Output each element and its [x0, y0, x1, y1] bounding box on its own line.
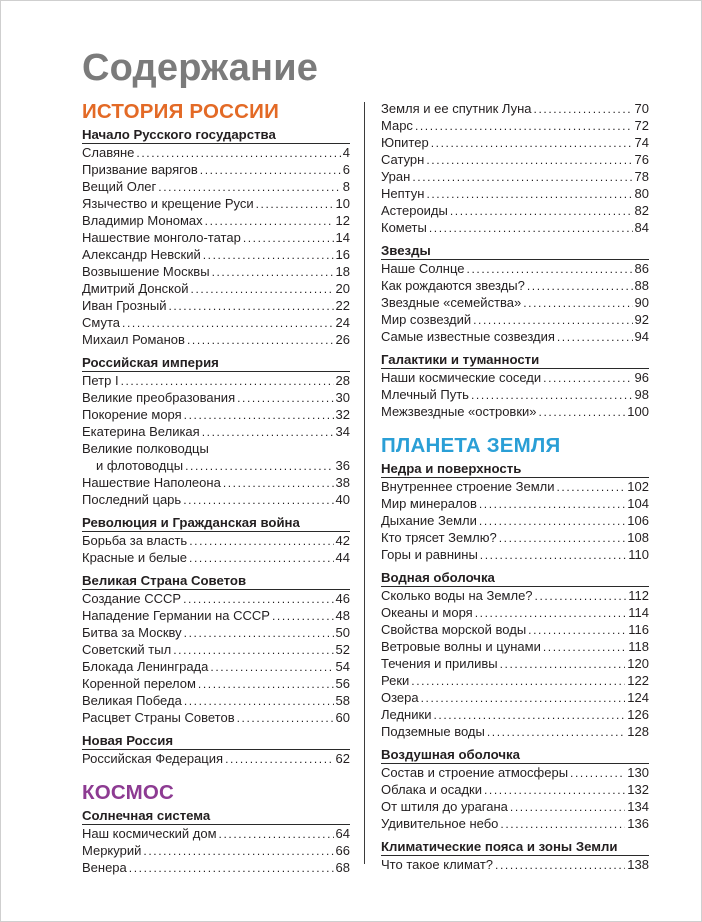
toc-leader-dots — [189, 533, 333, 549]
toc-leader-dots — [256, 196, 334, 212]
toc-leader-dots — [169, 298, 334, 314]
toc-page-number: 98 — [634, 387, 649, 402]
toc-page-number: 50 — [335, 625, 350, 640]
toc-page-number: 110 — [628, 547, 649, 562]
toc-leader-dots — [534, 101, 633, 117]
toc-subsection-title: Солнечная система — [82, 807, 350, 825]
toc-page-number: 6 — [342, 162, 350, 177]
toc-page-number: 66 — [335, 843, 350, 858]
toc-entry — [381, 478, 649, 495]
toc-leader-dots — [203, 247, 334, 263]
toc-entry-title: Советский тыл — [82, 642, 172, 657]
toc-page-number: 114 — [628, 605, 649, 620]
toc-right-column — [381, 100, 649, 873]
toc-entry — [82, 590, 350, 607]
toc-leader-dots — [237, 390, 333, 406]
toc-entry-title: Сколько воды на Земле? — [381, 588, 533, 603]
toc-entry — [381, 260, 649, 277]
toc-page-number: 138 — [627, 857, 649, 872]
toc-page-number: 52 — [335, 642, 350, 657]
page-title: Содержание — [82, 47, 319, 89]
toc-leader-dots — [184, 693, 334, 709]
toc-entry — [82, 331, 350, 348]
toc-page-number: 130 — [627, 765, 649, 780]
toc-leader-dots — [487, 724, 625, 740]
toc-entry-title: Иван Грозный — [82, 298, 167, 313]
toc-page-number: 74 — [634, 135, 649, 150]
toc-entry-title: Борьба за власть — [82, 533, 188, 548]
toc-leader-dots — [272, 608, 334, 624]
toc-page-number: 54 — [335, 659, 350, 674]
toc-page-number: 64 — [335, 826, 350, 841]
toc-leader-dots — [210, 659, 333, 675]
toc-entry — [82, 144, 350, 161]
toc-entry-title: Ветровые волны и цунами — [381, 639, 541, 654]
toc-entry-title: Сатурн — [381, 152, 425, 167]
toc-entry — [381, 185, 649, 202]
toc-page-number: 120 — [627, 656, 649, 671]
toc-page-number: 126 — [627, 707, 649, 722]
toc-entry — [381, 529, 649, 546]
toc-entry-title: Петр I — [82, 373, 119, 388]
toc-leader-dots — [158, 179, 341, 195]
toc-entry-title: Покорение моря — [82, 407, 182, 422]
toc-page-number: 22 — [335, 298, 350, 313]
toc-leader-dots — [122, 315, 334, 331]
toc-entry-title: Возвышение Москвы — [82, 264, 210, 279]
toc-entry — [381, 168, 649, 185]
toc-entry-title: Александр Невский — [82, 247, 201, 262]
toc-leader-dots — [225, 751, 333, 767]
toc-page-number: 10 — [335, 196, 350, 211]
toc-leader-dots — [243, 230, 334, 246]
toc-entry — [381, 117, 649, 134]
toc-entry-title: Ледники — [381, 707, 432, 722]
toc-entry-title: Свойства морской воды — [381, 622, 527, 637]
toc-page-number: 84 — [634, 220, 649, 235]
toc-entry — [82, 750, 350, 767]
toc-subsection-title: Великая Страна Советов — [82, 572, 350, 590]
toc-entry-title: Звездные «семейства» — [381, 295, 522, 310]
toc-leader-dots — [202, 424, 334, 440]
toc-entry-title: Дыхание Земли — [381, 513, 477, 528]
toc-entry — [381, 495, 649, 512]
toc-entry-title: Астероиды — [381, 203, 448, 218]
toc-leader-dots — [198, 676, 334, 692]
toc-entry — [82, 246, 350, 263]
toc-entry — [82, 229, 350, 246]
toc-page-number: 128 — [627, 724, 649, 739]
toc-page-number: 86 — [634, 261, 649, 276]
toc-entry — [381, 815, 649, 832]
toc-entry — [82, 491, 350, 508]
toc-leader-dots — [183, 492, 333, 508]
toc-entry-title: Нашествие Наполеона — [82, 475, 221, 490]
toc-page-number: 4 — [342, 145, 350, 160]
toc-leader-dots — [473, 312, 632, 328]
toc-entry-title: Нептун — [381, 186, 425, 201]
toc-leader-dots — [479, 496, 625, 512]
toc-entry-title: Призвание варягов — [82, 162, 198, 177]
toc-entry-title: Вещий Олег — [82, 179, 157, 194]
toc-entry — [381, 798, 649, 815]
toc-entry — [82, 406, 350, 423]
toc-leader-dots — [484, 782, 625, 798]
toc-entry — [381, 655, 649, 672]
toc-entry-title: Мир созвездий — [381, 312, 472, 327]
toc-entry-title: Млечный Путь — [381, 387, 469, 402]
toc-leader-dots — [189, 550, 334, 566]
toc-entry-title: Озера — [381, 690, 419, 705]
toc-subsection-title: Галактики и туманности — [381, 351, 649, 369]
toc-entry-title: Как рождаются звезды? — [381, 278, 525, 293]
toc-leader-dots — [411, 673, 625, 689]
toc-entry — [381, 672, 649, 689]
toc-leader-dots — [421, 690, 626, 706]
toc-entry-title: и флотоводцы — [96, 458, 184, 473]
toc-entry-title: Реки — [381, 673, 410, 688]
toc-subsection-title: Водная оболочка — [381, 569, 649, 587]
toc-page-number: 134 — [627, 799, 649, 814]
toc-entry-title: Последний царь — [82, 492, 182, 507]
toc-leader-dots — [129, 860, 334, 876]
column-divider — [364, 102, 365, 864]
toc-page-number: 68 — [335, 860, 350, 875]
toc-leader-dots — [535, 588, 627, 604]
toc-entry-title: Создание СССР — [82, 591, 182, 606]
toc-entry-title: Великие преобразования — [82, 390, 236, 405]
toc-subsection-title: Новая Россия — [82, 732, 350, 750]
toc-entry-title: Что такое климат? — [381, 857, 494, 872]
toc-entry — [381, 277, 649, 294]
toc-entry-title: Межзвездные «островки» — [381, 404, 537, 419]
toc-leader-dots — [471, 387, 633, 403]
toc-entry-title: Океаны и моря — [381, 605, 473, 620]
toc-leader-dots — [136, 145, 340, 161]
toc-leader-dots — [557, 479, 626, 495]
toc-entry-line: Великие полководцы — [82, 441, 209, 456]
toc-leader-dots — [510, 799, 625, 815]
toc-page-number: 94 — [634, 329, 649, 344]
toc-entry — [82, 607, 350, 624]
toc-entry — [381, 219, 649, 236]
toc-entry-title: Славяне — [82, 145, 135, 160]
toc-leader-dots — [500, 656, 626, 672]
toc-page-number: 62 — [335, 751, 350, 766]
toc-page-number: 30 — [335, 390, 350, 405]
toc-page-number: 36 — [335, 458, 350, 473]
toc-entry — [82, 161, 350, 178]
toc-entry — [381, 706, 649, 723]
section-title-earth: ПЛАНЕТА ЗЕМЛЯ — [381, 434, 561, 457]
toc-entry — [82, 423, 350, 440]
toc-page-number: 8 — [342, 179, 350, 194]
toc-leader-dots — [219, 826, 334, 842]
toc-page-number: 76 — [634, 152, 649, 167]
toc-page-number: 34 — [335, 424, 350, 439]
toc-leader-dots — [543, 370, 632, 386]
toc-page-number: 100 — [627, 404, 649, 419]
toc-entry-title: Кто трясет Землю? — [381, 530, 497, 545]
toc-entry-title: Земля и ее спутник Луна — [381, 101, 532, 116]
toc-entry-title: От штиля до урагана — [381, 799, 508, 814]
toc-page-number: 136 — [627, 816, 649, 831]
toc-leader-dots — [173, 642, 333, 658]
toc-page-number: 72 — [634, 118, 649, 133]
toc-leader-dots — [429, 220, 633, 236]
toc-leader-dots — [426, 152, 632, 168]
toc-entry — [82, 532, 350, 549]
toc-entry-title: Самые известные созвездия — [381, 329, 555, 344]
toc-entry — [381, 604, 649, 621]
toc-entry — [82, 641, 350, 658]
toc-leader-dots — [431, 135, 633, 151]
toc-page-number: 118 — [628, 639, 649, 654]
toc-page-number: 104 — [627, 496, 649, 511]
toc-entry-title: Марс — [381, 118, 413, 133]
toc-page-number: 48 — [335, 608, 350, 623]
toc-leader-dots — [543, 639, 626, 655]
toc-leader-dots — [184, 625, 334, 641]
toc-entry — [381, 781, 649, 798]
toc-page-number: 28 — [335, 373, 350, 388]
toc-entry-title: Кометы — [381, 220, 427, 235]
toc-page-number: 46 — [335, 591, 350, 606]
toc-entry-title: Расцвет Страны Советов — [82, 710, 235, 725]
toc-entry-title: Наше Солнце — [381, 261, 465, 276]
toc-entry-title: Смута — [82, 315, 121, 330]
toc-entry-title: Нашествие монголо-татар — [82, 230, 241, 245]
toc-entry — [82, 709, 350, 726]
toc-subsection-title: Воздушная оболочка — [381, 746, 649, 764]
toc-entry — [82, 692, 350, 709]
toc-leader-dots — [467, 261, 633, 277]
toc-entry — [381, 134, 649, 151]
toc-entry-title: Владимир Мономах — [82, 213, 203, 228]
toc-page-number: 96 — [634, 370, 649, 385]
toc-entry — [82, 297, 350, 314]
toc-entry — [82, 178, 350, 195]
toc-leader-dots — [433, 707, 625, 723]
toc-leader-dots — [523, 295, 632, 311]
toc-leader-dots — [475, 605, 627, 621]
toc-entry-title: Наши космические соседи — [381, 370, 542, 385]
toc-leader-dots — [527, 278, 633, 294]
toc-entry — [82, 372, 350, 389]
toc-entry — [381, 294, 649, 311]
toc-leader-dots — [143, 843, 333, 859]
toc-page-number: 26 — [335, 332, 350, 347]
toc-page-number: 56 — [335, 676, 350, 691]
toc-entry — [82, 280, 350, 297]
toc-entry-title: Горы и равнины — [381, 547, 478, 562]
toc-entry — [381, 621, 649, 638]
toc-entry-title: Течения и приливы — [381, 656, 498, 671]
toc-leader-dots — [187, 332, 334, 348]
toc-leader-dots — [495, 857, 625, 873]
toc-leader-dots — [415, 118, 633, 134]
toc-entry-title: Коренной перелом — [82, 676, 196, 691]
toc-page-number: 44 — [335, 550, 350, 565]
toc-page-number: 88 — [634, 278, 649, 293]
toc-entry — [82, 549, 350, 566]
toc-leader-dots — [412, 169, 632, 185]
toc-subsection-title: Звезды — [381, 242, 649, 260]
toc-entry — [381, 311, 649, 328]
toc-entry-title: Состав и строение атмосферы — [381, 765, 569, 780]
toc-page-number: 40 — [335, 492, 350, 507]
toc-page-number: 90 — [634, 295, 649, 310]
toc-page-number: 92 — [634, 312, 649, 327]
toc-page-number: 108 — [627, 530, 649, 545]
toc-entry — [82, 675, 350, 692]
toc-entry-title: Облака и осадки — [381, 782, 482, 797]
toc-entry-title: Екатерина Великая — [82, 424, 200, 439]
toc-entry-title: Битва за Москву — [82, 625, 182, 640]
toc-page-number: 58 — [335, 693, 350, 708]
toc-subsection-title: Начало Русского государства — [82, 126, 350, 144]
toc-subsection-title: Недра и поверхность — [381, 460, 649, 478]
toc-leader-dots — [212, 264, 334, 280]
toc-leader-dots — [223, 475, 334, 491]
toc-entry-title: Нападение Германии на СССР — [82, 608, 270, 623]
toc-entry-title: Великая Победа — [82, 693, 182, 708]
toc-entry — [82, 859, 350, 876]
toc-leader-dots — [479, 513, 625, 529]
toc-entry-title: Внутреннее строение Земли — [381, 479, 555, 494]
toc-page-number: 12 — [335, 213, 350, 228]
toc-entry-title: Дмитрий Донской — [82, 281, 189, 296]
toc-entry — [381, 764, 649, 781]
toc-page-number: 16 — [335, 247, 350, 262]
toc-entry — [82, 624, 350, 641]
toc-page-number: 38 — [335, 475, 350, 490]
toc-entry — [82, 842, 350, 859]
toc-page-number: 102 — [627, 479, 649, 494]
toc-leader-dots — [450, 203, 633, 219]
toc-entry-title: Венера — [82, 860, 127, 875]
toc-leader-dots — [557, 329, 633, 345]
toc-page-number: 70 — [634, 101, 649, 116]
toc-leader-dots — [200, 162, 341, 178]
section-title-history: ИСТОРИЯ РОССИИ — [82, 100, 280, 123]
toc-entry — [381, 587, 649, 604]
toc-entry-title: Подземные воды — [381, 724, 485, 739]
toc-entry — [381, 100, 649, 117]
toc-entry — [82, 314, 350, 331]
toc-page-number: 18 — [335, 264, 350, 279]
toc-leader-dots — [237, 710, 334, 726]
toc-entry — [381, 369, 649, 386]
toc-entry-title: Уран — [381, 169, 411, 184]
toc-entry-title: Мир минералов — [381, 496, 477, 511]
toc-entry-title: Красные и белые — [82, 550, 188, 565]
toc-page-number: 106 — [627, 513, 649, 528]
toc-subsection-title: Революция и Гражданская война — [82, 514, 350, 532]
toc-leader-dots — [205, 213, 334, 229]
toc-page-number: 78 — [634, 169, 649, 184]
toc-page-number: 32 — [335, 407, 350, 422]
toc-entry-title: Удивительное небо — [381, 816, 499, 831]
toc-entry — [82, 474, 350, 491]
toc-entry — [381, 638, 649, 655]
toc-leader-dots — [183, 591, 333, 607]
toc-page-number: 24 — [335, 315, 350, 330]
toc-entry-title: Блокада Ленинграда — [82, 659, 209, 674]
toc-leader-dots — [500, 816, 625, 832]
toc-leader-dots — [121, 373, 334, 389]
toc-leader-dots — [480, 547, 626, 563]
toc-entry — [82, 389, 350, 406]
toc-leader-dots — [499, 530, 626, 546]
toc-entry-title: Юпитер — [381, 135, 429, 150]
toc-entry — [381, 512, 649, 529]
toc-entry-title: Михаил Романов — [82, 332, 185, 347]
toc-page-number: 42 — [335, 533, 350, 548]
toc-entry — [82, 658, 350, 675]
toc-entry-title: Российская Федерация — [82, 751, 224, 766]
toc-entry — [82, 457, 350, 474]
toc-entry — [82, 212, 350, 229]
toc-entry — [82, 263, 350, 280]
toc-leader-dots — [528, 622, 626, 638]
toc-page-number: 112 — [628, 588, 649, 603]
toc-subsection-title: Климатические пояса и зоны Земли — [381, 838, 649, 856]
toc-page-number: 20 — [335, 281, 350, 296]
toc-page-number: 116 — [628, 622, 649, 637]
toc-entry — [82, 195, 350, 212]
toc-left-column — [82, 100, 350, 876]
toc-entry — [381, 546, 649, 563]
toc-entry — [82, 825, 350, 842]
toc-page-number: 82 — [634, 203, 649, 218]
toc-entry — [381, 856, 649, 873]
toc-leader-dots — [570, 765, 625, 781]
toc-entry-title: Наш космический дом — [82, 826, 217, 841]
toc-leader-dots — [426, 186, 632, 202]
toc-leader-dots — [191, 281, 334, 297]
toc-page-number: 132 — [627, 782, 649, 797]
toc-entry — [381, 723, 649, 740]
toc-entry-title: Язычество и крещение Руси — [82, 196, 254, 211]
toc-page-number: 60 — [335, 710, 350, 725]
toc-entry-title: Меркурий — [82, 843, 142, 858]
toc-subsection-title: Российская империя — [82, 354, 350, 372]
toc-page-number: 122 — [627, 673, 649, 688]
toc-leader-dots — [185, 458, 333, 474]
toc-page-number: 80 — [634, 186, 649, 201]
toc-entry — [381, 403, 649, 420]
toc-entry — [381, 202, 649, 219]
toc-entry — [381, 386, 649, 403]
toc-entry — [381, 328, 649, 345]
toc-page-number: 14 — [335, 230, 350, 245]
toc-leader-dots — [184, 407, 334, 423]
toc-page-number: 124 — [627, 690, 649, 705]
toc-entry — [381, 151, 649, 168]
section-title-space: КОСМОС — [82, 781, 175, 804]
toc-leader-dots — [539, 404, 626, 420]
toc-entry — [381, 689, 649, 706]
